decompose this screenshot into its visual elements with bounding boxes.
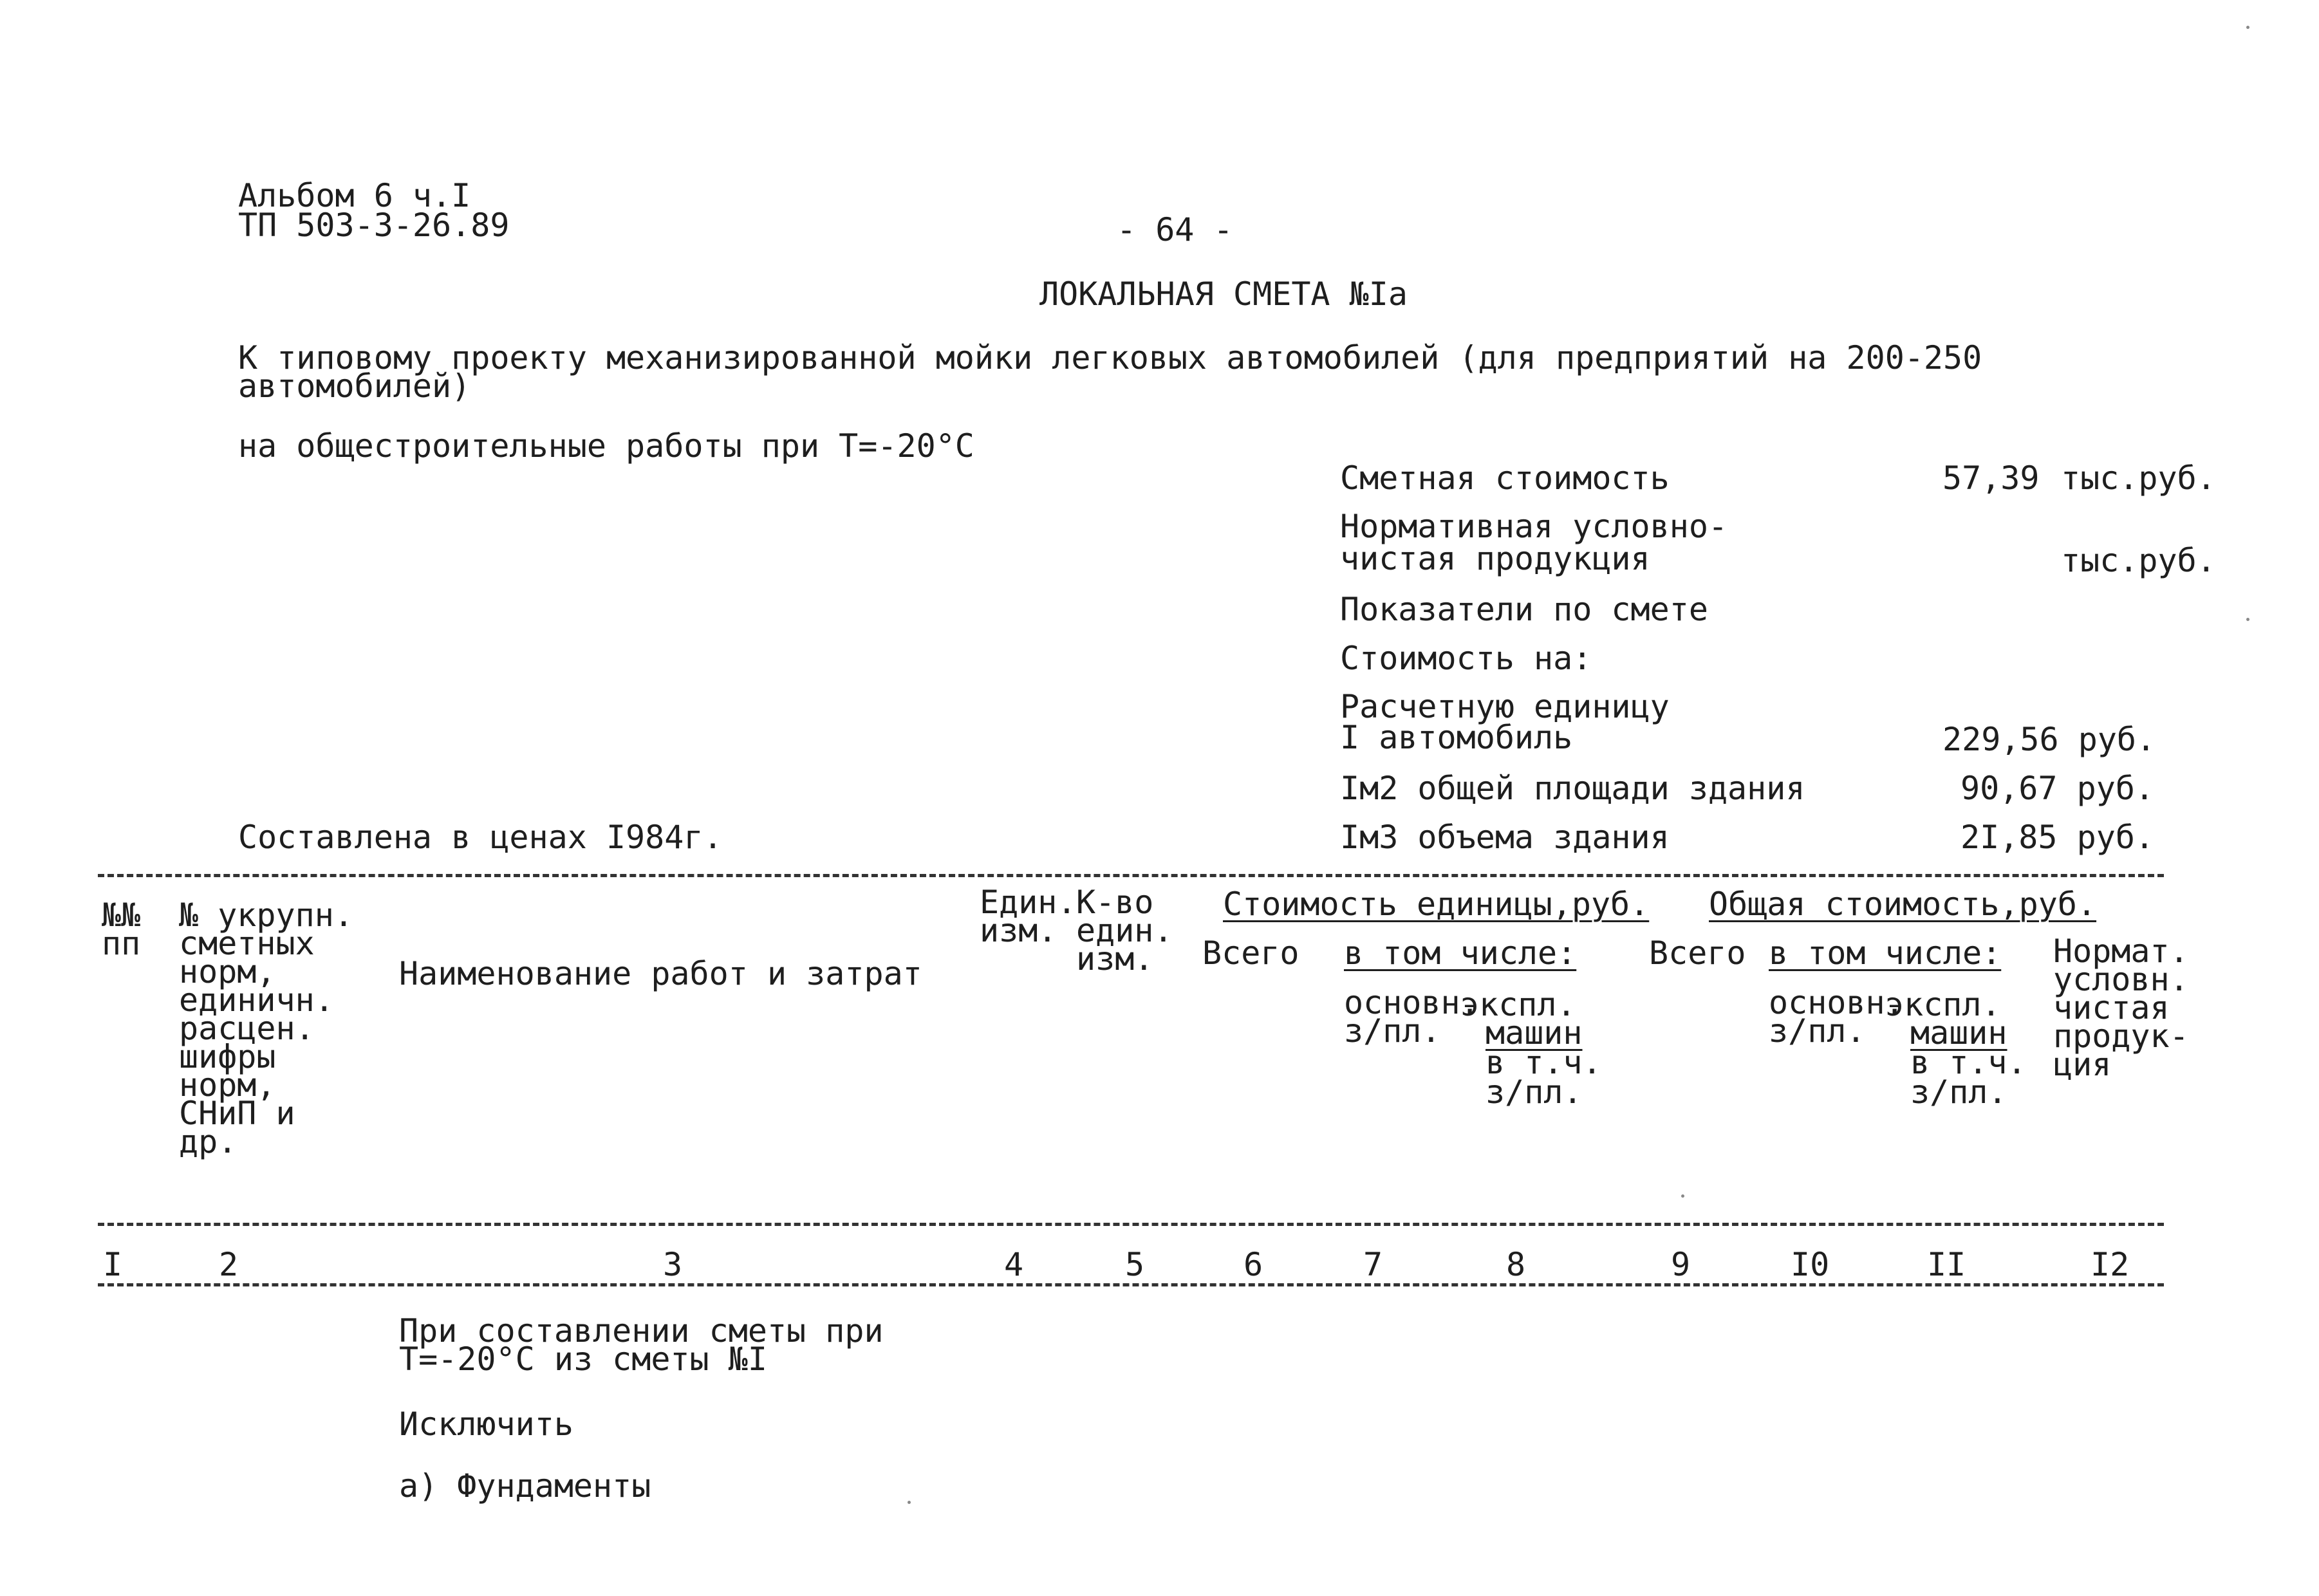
cost-value: 57,39 <box>1942 459 2040 497</box>
page-number: - 64 - <box>1117 211 1233 248</box>
description-line-1: К типовому проекту механизированной мойки легковых автомобилей (для предприятий на 200-250 <box>238 339 1982 376</box>
unit-label-2: I автомобиль <box>1340 719 1573 756</box>
col-header-8-b: машин <box>1485 1014 1583 1052</box>
norm-label-1: Нормативная условно- <box>1340 508 1728 545</box>
col-header-9: Всего <box>1649 934 1746 972</box>
col-header-7: основн. з/пл. <box>1344 984 1480 1050</box>
norm-label-2: чистая продукция <box>1340 540 1650 577</box>
note-line-2: Т=-20°С из сметы №I <box>399 1341 767 1378</box>
prices-note: Составлена в ценах I984г. <box>238 819 723 856</box>
unit-value: 229,56 руб. <box>1942 721 2156 758</box>
cost-label: Сметная стоимость <box>1340 459 1670 497</box>
col-header-1: №№ пп <box>102 896 141 962</box>
section-a-label: а) Фундаменты <box>399 1467 651 1505</box>
unit-cost-group-header: Стоимость единицы,руб. <box>1223 886 1650 923</box>
col-number-11: II <box>1927 1246 1966 1283</box>
col-header-4: Един. изм. <box>980 884 1077 949</box>
col-header-11-a: экспл. <box>1885 986 2001 1023</box>
scan-speck <box>2246 26 2249 29</box>
norm-unit: тыс.руб. <box>2061 542 2216 579</box>
col-number-2: 2 <box>219 1246 239 1283</box>
col-number-6: 6 <box>1243 1246 1263 1283</box>
unit-label-1: Расчетную единицу <box>1340 688 1670 725</box>
cost-per-label: Стоимость на: <box>1340 640 1592 677</box>
document-title: ЛОКАЛЬНАЯ СМЕТА №Iа <box>1039 275 1408 313</box>
col-header-11-d: з/пл. <box>1910 1073 2007 1111</box>
col-7-8-group-header: в том числе: <box>1344 934 1577 972</box>
area-label: Iм2 общей площади здания <box>1340 770 1805 807</box>
table-top-rule <box>98 874 2164 877</box>
col-number-3: 3 <box>663 1246 683 1283</box>
col-header-2: № укрупн. сметных норм, единичн. расцен. шифры норм, СНиП и др. <box>179 896 353 1160</box>
col-header-8-c: в т.ч. <box>1485 1044 1602 1081</box>
header-bottom-rule <box>98 1223 2164 1226</box>
col-number-4: 4 <box>1004 1246 1024 1283</box>
col-number-5: 5 <box>1125 1246 1145 1283</box>
cost-unit: тыс.руб. <box>2061 459 2216 497</box>
col-header-3: Наименование работ и затрат <box>399 955 922 992</box>
col-number-7: 7 <box>1363 1246 1383 1283</box>
col-number-10: I0 <box>1791 1246 1830 1283</box>
description-line-2: автомобилей) <box>238 367 471 405</box>
col-header-11-b: машин <box>1910 1014 2007 1052</box>
col-header-8-d: з/пл. <box>1485 1073 1583 1111</box>
col-header-11-c: в т.ч. <box>1910 1044 2027 1081</box>
col-number-9: 9 <box>1671 1246 1691 1283</box>
col-header-8-a: экспл. <box>1460 986 1576 1023</box>
album-label: Альбом 6 ч.I <box>238 177 471 214</box>
note-line-1: При составлении сметы при <box>399 1312 884 1350</box>
col-header-12: Нормат. условн. чистая продук- ция <box>2053 933 2189 1083</box>
scan-speck <box>1681 1194 1684 1198</box>
volume-value: 2I,85 руб. <box>1960 819 2155 856</box>
col-number-1: I <box>103 1246 123 1283</box>
description-line-3: на общестроительные работы при Т=-20°С <box>238 427 974 465</box>
indicators-label: Показатели по смете <box>1340 591 1708 628</box>
col-header-6: Всего <box>1202 934 1299 972</box>
col-header-5: К-во един. изм. <box>1076 884 1173 978</box>
area-value: 90,67 руб. <box>1960 770 2155 807</box>
project-code: ТП 503-3-26.89 <box>238 207 510 244</box>
total-cost-group-header: Общая стоимость,руб. <box>1709 886 2097 923</box>
volume-label: Iм3 объема здания <box>1340 819 1670 856</box>
scan-speck <box>2246 618 2249 621</box>
exclude-label: Исключить <box>399 1406 573 1443</box>
col-10-11-group-header: в том числе: <box>1769 934 2002 972</box>
col-number-8: 8 <box>1506 1246 1526 1283</box>
col-header-10: основн. з/пл. <box>1769 984 1905 1050</box>
column-numbers-rule <box>98 1283 2164 1286</box>
scan-speck <box>908 1501 911 1504</box>
col-number-12: I2 <box>2091 1246 2130 1283</box>
